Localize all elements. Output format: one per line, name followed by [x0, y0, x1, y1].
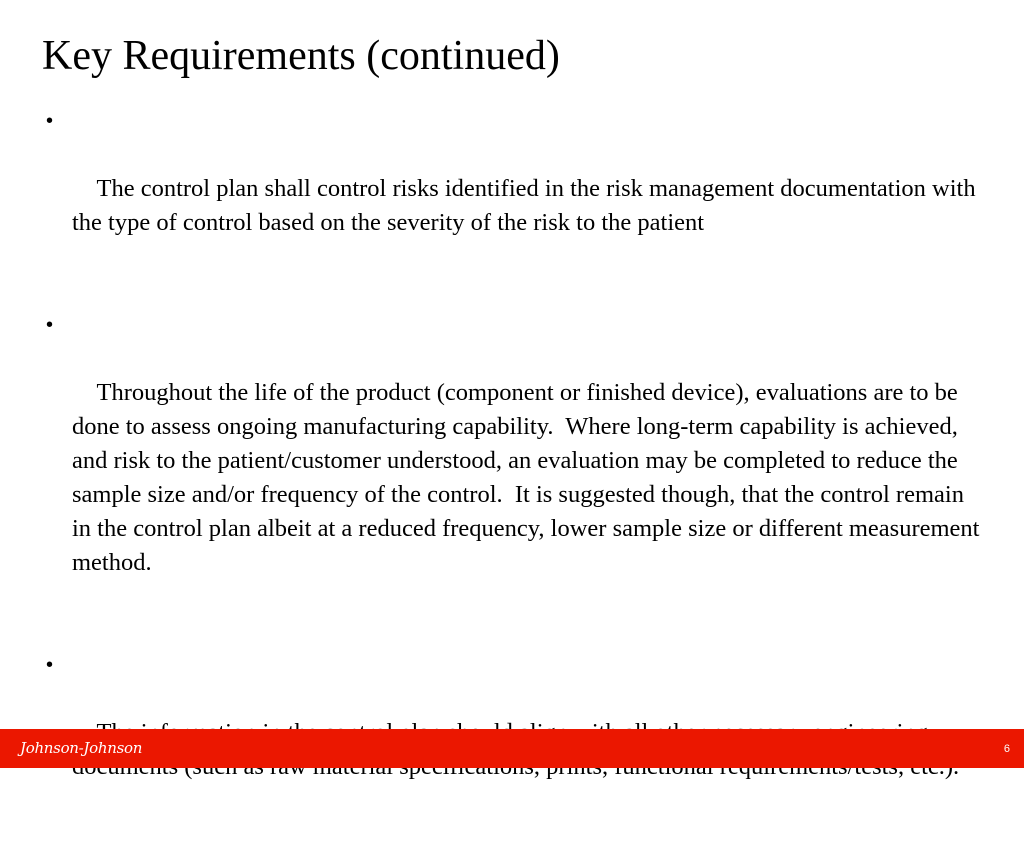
page-number: 6 — [1003, 743, 1010, 755]
bullet-marker: • — [46, 314, 54, 336]
bullet-item — [46, 308, 986, 614]
bullet-marker: • — [46, 654, 54, 676]
bullet-item — [46, 104, 986, 274]
company-logo: Johnson-Johnson — [20, 739, 143, 757]
bullet-marker: • — [46, 110, 54, 132]
footer-bar — [0, 729, 1024, 768]
slide-title: Key Requirements (continued) — [42, 33, 560, 79]
bullet-text: Throughout the life of the product (component or finished device), evaluations are to be done to assess ongoing manufacturing capability. Where long-term capability is achieved, and risk to the patient/customer understood, an evaluation may be completed to reduce the sample size and/or frequency of the control. It is suggested though, that the control remain in the control plan albeit at a reduced frequency, lower sample size or different measurement method. — [72, 379, 986, 576]
bullet-text: The control plan shall control risks identified in the risk management documentation with the type of control based on the severity of the risk to the patient — [72, 175, 982, 236]
